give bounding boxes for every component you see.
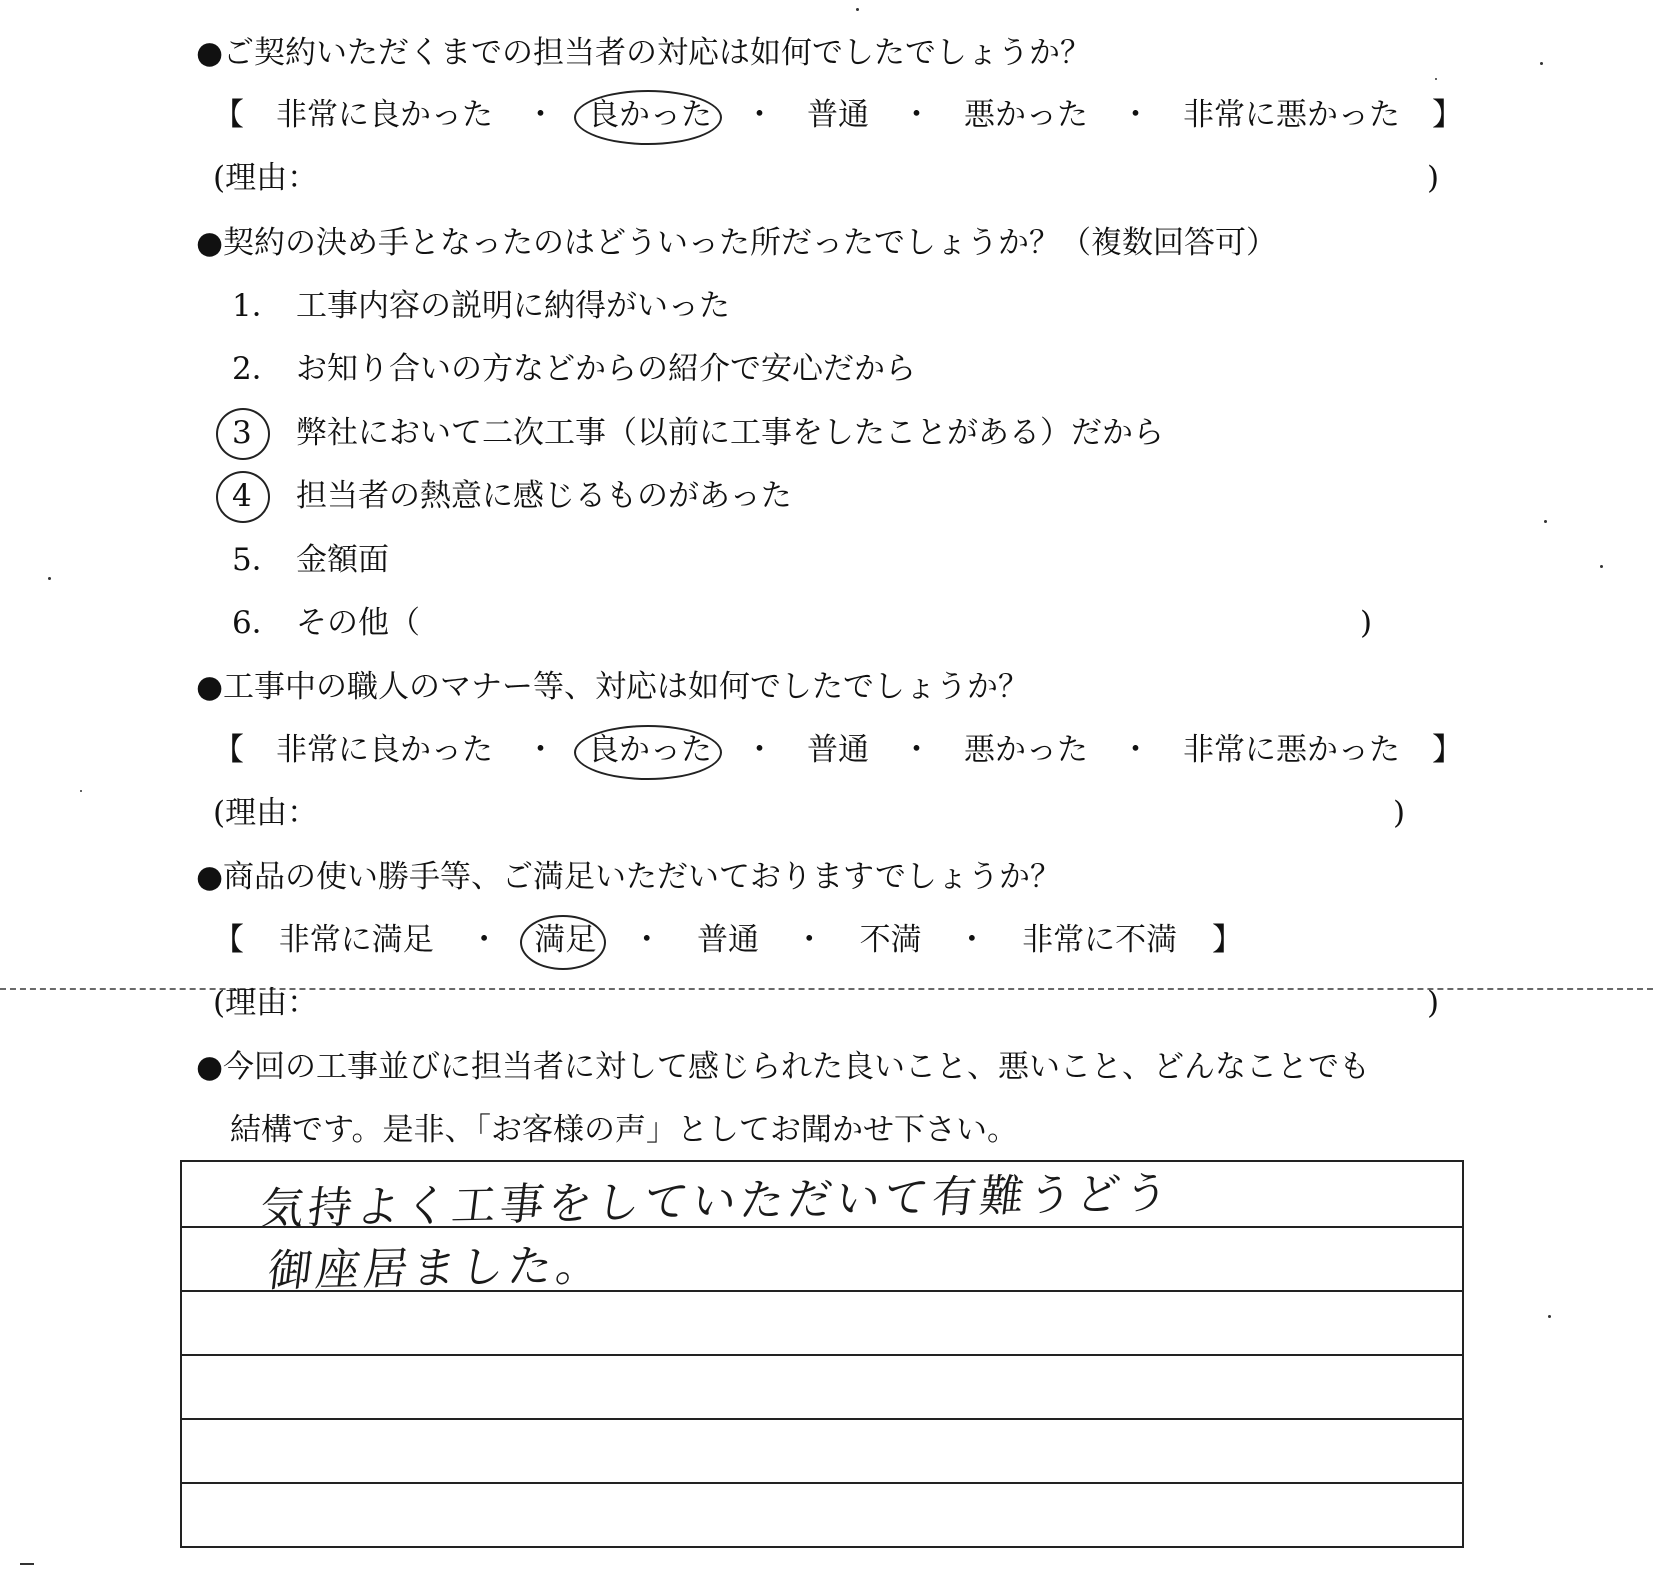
scan-speck: [1544, 520, 1547, 523]
scan-speck: [1435, 78, 1437, 80]
separator: ・: [901, 97, 932, 133]
separator: ・: [901, 732, 932, 768]
q4-reason-close: ): [1427, 985, 1440, 1021]
scan-speck: [20, 1563, 34, 1565]
separator: ・: [468, 922, 500, 958]
scan-speck: [856, 8, 859, 11]
q2-item[interactable]: [232, 605, 420, 641]
bracket-open: 【: [213, 922, 244, 958]
q1-options: [213, 97, 1463, 133]
option-bad[interactable]: 悪かった: [964, 732, 1088, 768]
handwritten-comment-line2: 御座居ました。: [264, 1240, 608, 1297]
q5-question-line1: ●今回の工事並びに担当者に対して感じられた良いこと、悪いこと、どんなことでも: [196, 1049, 1371, 1085]
option-bad[interactable]: 悪かった: [964, 97, 1088, 133]
separator: ・: [744, 97, 775, 133]
item-text: 担当者の熱意に感じるものがあった: [296, 478, 792, 514]
q5-question-line2: 結構です。是非、「お客様の声」としてお聞かせ下さい。: [230, 1112, 1019, 1148]
option-very-unsatisfied[interactable]: 非常に不満: [1022, 922, 1178, 958]
bracket-close: 】: [1432, 97, 1463, 133]
item-number-circled: 3: [232, 418, 296, 449]
q2-item-selected[interactable]: [232, 478, 792, 514]
q2-item[interactable]: [232, 542, 389, 578]
item-text: お知り合いの方などからの紹介で安心だから: [296, 351, 916, 387]
q2-item[interactable]: [232, 351, 916, 387]
comment-box[interactable]: [180, 1160, 1464, 1548]
item-number: 5．: [232, 542, 283, 578]
option-normal[interactable]: 普通: [807, 97, 869, 133]
scan-speck: [80, 790, 82, 792]
q2-item[interactable]: [232, 288, 730, 324]
bracket-open: 【: [213, 732, 244, 768]
handwritten-comment-line1: 気持よく工事をしていただいて有難うどう: [256, 1167, 1176, 1236]
option-normal[interactable]: 普通: [696, 922, 759, 958]
option-very-satisfied[interactable]: 非常に満足: [278, 922, 434, 958]
separator: ・: [525, 97, 556, 133]
q3-options: [213, 732, 1463, 768]
q2-question: ●契約の決め手となったのはどういった所だったでしょうか？（複数回答可）: [196, 225, 1278, 261]
q1-reason-close: ): [1427, 160, 1440, 196]
item-number: 1．: [232, 288, 283, 324]
separator: ・: [744, 732, 775, 768]
option-unsatisfied[interactable]: 不満: [859, 922, 922, 958]
item-text: その他（: [296, 605, 420, 641]
item-number: 6．: [232, 605, 283, 641]
separator: ・: [1120, 732, 1151, 768]
option-satisfied-selected[interactable]: 満足: [534, 922, 597, 958]
scan-speck: [1548, 1315, 1551, 1318]
option-very-bad[interactable]: 非常に悪かった: [1183, 97, 1400, 133]
item-number-circled: 4: [232, 481, 296, 512]
option-very-good[interactable]: 非常に良かった: [276, 732, 493, 768]
ruled-line: [182, 1418, 1462, 1420]
q4-question: ●商品の使い勝手等、ご満足いただいておりますでしょうか？: [196, 859, 1061, 895]
separator: ・: [793, 922, 825, 958]
q2-item-selected[interactable]: [232, 415, 1164, 451]
q4-options: [213, 922, 1243, 958]
bracket-open: 【: [213, 97, 244, 133]
item-text: 金額面: [296, 542, 389, 578]
ruled-line: [182, 1482, 1462, 1484]
option-very-bad[interactable]: 非常に悪かった: [1183, 732, 1400, 768]
bracket-close: 】: [1432, 732, 1463, 768]
item-text: 弊社において二次工事（以前に工事をしたことがある）だから: [296, 415, 1164, 451]
scan-speck: [1600, 565, 1603, 568]
ruled-line: [182, 1354, 1462, 1356]
option-normal[interactable]: 普通: [807, 732, 869, 768]
separator: ・: [1120, 97, 1151, 133]
separator: ・: [525, 732, 556, 768]
separator: ・: [631, 922, 663, 958]
option-good-selected[interactable]: 良かった: [588, 732, 712, 768]
scan-speck: [48, 577, 51, 580]
separator: ・: [956, 922, 988, 958]
q3-reason-close: ): [1393, 795, 1406, 831]
scan-speck: [1540, 62, 1543, 65]
q3-reason-label: (理由：: [213, 795, 319, 831]
option-good-selected[interactable]: 良かった: [588, 97, 712, 133]
q1-reason-label: (理由：: [213, 160, 319, 196]
item-text: 工事内容の説明に納得がいった: [296, 288, 730, 324]
q4-reason-label: (理由：: [213, 985, 319, 1021]
q2-other-close: ): [1360, 605, 1373, 641]
q3-question: ●工事中の職人のマナー等、対応は如何でしたでしょうか？: [196, 669, 1030, 705]
option-very-good[interactable]: 非常に良かった: [276, 97, 493, 133]
item-number: 2．: [232, 351, 283, 387]
bracket-close: 】: [1211, 922, 1243, 958]
q1-question: ●ご契約いただくまでの担当者の対応は如何でしたでしょうか？: [196, 35, 1092, 71]
